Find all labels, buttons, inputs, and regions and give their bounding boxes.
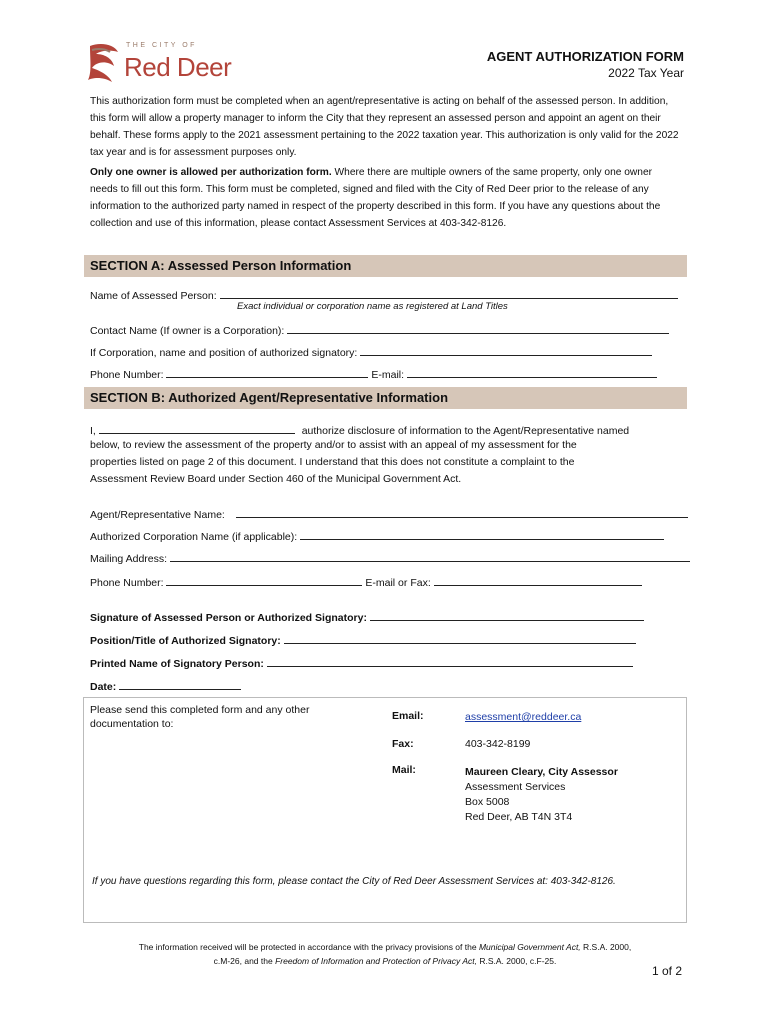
date-label: Date:: [90, 681, 117, 693]
mailing-address-row: [90, 550, 690, 565]
page-number: 1 of 2: [651, 964, 682, 978]
contact-name-label: Contact Name (If owner is a Corporation):: [90, 325, 285, 337]
footer-text-2a: c.M-26, and the: [213, 956, 276, 966]
agent-phone-row: [90, 574, 642, 589]
agent-phone-label: Phone Number:: [90, 577, 164, 589]
intro-paragraph-1: This authorization form must be completed when an agent/representative is acting on behalf of the assessed person. In addition, this form will allow a property manager to inform the City that they represent an assessed person and appoint an agent on their behalf. These forms apply to the 2021 assessment pertaining to the 2022 taxation year. This authorization is only valid for the 2022 tax year and is for assessment purposes only.: [90, 96, 679, 158]
red-deer-logo-icon: [86, 40, 122, 84]
corp-name-field[interactable]: [300, 528, 664, 540]
printed-name-row: [90, 655, 633, 670]
authorization-line-1: [90, 422, 629, 437]
signature-field[interactable]: [370, 609, 644, 621]
submission-instruction: Please send this completed form and any other documentation to:: [90, 704, 310, 730]
logo-tagline: THE CITY OF: [126, 42, 197, 49]
signatory-label: If Corporation, name and position of authorized signatory:: [90, 347, 358, 359]
email-contact-label: Email:: [392, 710, 424, 722]
footer-act-2: Freedom of Information and Protection of Privacy Act,: [275, 956, 477, 966]
email-contact-link[interactable]: assessment@reddeer.ca: [465, 711, 582, 723]
mail-address-line-3: Red Deer, AB T4N 3T4: [465, 811, 573, 823]
form-title: AGENT AUTHORIZATION FORM: [486, 49, 684, 64]
signatory-row: [90, 344, 652, 359]
signature-label: Signature of Assessed Person or Authorized Signatory:: [90, 612, 367, 624]
position-label: Position/Title of Authorized Signatory:: [90, 635, 281, 647]
authorization-line-2: below, to review the assessment of the property and/or to assist with an appeal of my assessment for the: [90, 439, 577, 451]
fax-contact-value: 403-342-8199: [465, 738, 531, 750]
mailing-address-field[interactable]: [170, 550, 690, 562]
tax-year: 2022 Tax Year: [608, 66, 684, 80]
email-field[interactable]: [407, 366, 657, 378]
footer-text-1a: The information received will be protected in accordance with the privacy provisions of the: [138, 942, 479, 952]
mail-address-line-1: Assessment Services: [465, 781, 566, 793]
contact-name-row: [90, 322, 669, 337]
footer-act-1: Municipal Government Act,: [478, 942, 581, 952]
section-b-heading: SECTION B: Authorized Agent/Representative Information: [84, 387, 687, 409]
authorization-line-3: properties listed on page 2 of this document. I understand that this does not constitute a complaint to the: [90, 456, 575, 468]
email-label: E-mail:: [371, 369, 405, 381]
signatory-field[interactable]: [360, 344, 652, 356]
position-field[interactable]: [284, 632, 636, 644]
authorization-line-4: Assessment Review Board under Section 460 of the Municipal Government Act.: [90, 473, 462, 485]
mail-contact-label: Mail:: [392, 764, 416, 776]
intro-paragraph-2: [90, 164, 680, 232]
footer-text-2b: R.S.A. 2000, c.F-25.: [476, 956, 557, 966]
mail-address-line-2: Box 5008: [465, 796, 510, 808]
agent-name-field[interactable]: [236, 506, 688, 518]
phone-label: Phone Number:: [90, 369, 164, 381]
section-a-heading: SECTION A: Assessed Person Information: [84, 255, 687, 277]
city-logo: [86, 40, 256, 86]
agent-name-label: Agent/Representative Name:: [90, 509, 225, 521]
assessed-person-row: [90, 287, 678, 302]
signature-row: [90, 609, 644, 624]
contact-name-field[interactable]: [287, 322, 669, 334]
logo-wordmark: Red Deer: [124, 52, 232, 82]
position-row: [90, 632, 636, 647]
mailing-address-label: Mailing Address:: [90, 553, 168, 565]
agent-phone-field[interactable]: [166, 574, 362, 586]
assessed-person-field[interactable]: [220, 287, 678, 299]
assessed-person-note: Exact individual or corporation name as registered at Land Titles: [237, 301, 508, 312]
agent-email-fax-label: E-mail or Fax:: [365, 577, 431, 589]
corp-name-row: [90, 528, 664, 543]
agent-email-fax-field[interactable]: [434, 574, 642, 586]
printed-name-label: Printed Name of Signatory Person:: [90, 658, 264, 670]
phone-field[interactable]: [166, 366, 368, 378]
owner-name-field[interactable]: [99, 422, 295, 434]
date-field[interactable]: [119, 678, 241, 690]
questions-note: If you have questions regarding this form, please contact the City of Red Deer Assessment Services at: 403-342-8126.: [92, 876, 616, 887]
phone-email-row: [90, 366, 657, 381]
auth-text-1: authorize disclosure of information to the Agent/Representative named: [301, 425, 630, 437]
assessed-person-label: Name of Assessed Person:: [90, 290, 217, 302]
intro-bold-note: Only one owner is allowed per authorization form.: [90, 167, 332, 178]
intro-paragraph-2-text: Where there are multiple owners of the same property, only one owner needs to fill out this form. This form must be completed, signed and filed with the City of Red Deer prior to the release of any information to the authorized party named in respect of the property described in this form. If you have any questions about the collection and use of this information, please contact Assessment Services at 403-342-8126.: [90, 167, 661, 229]
privacy-footer-line-1: [0, 940, 770, 954]
auth-prefix: I,: [90, 425, 96, 437]
corp-name-label: Authorized Corporation Name (if applicable):: [90, 531, 298, 543]
mail-recipient: Maureen Cleary, City Assessor: [465, 766, 618, 778]
agent-name-row: [90, 506, 688, 521]
date-row: [90, 678, 241, 693]
printed-name-field[interactable]: [267, 655, 633, 667]
footer-text-1b: R.S.A. 2000,: [580, 942, 632, 952]
fax-contact-label: Fax:: [392, 738, 414, 750]
